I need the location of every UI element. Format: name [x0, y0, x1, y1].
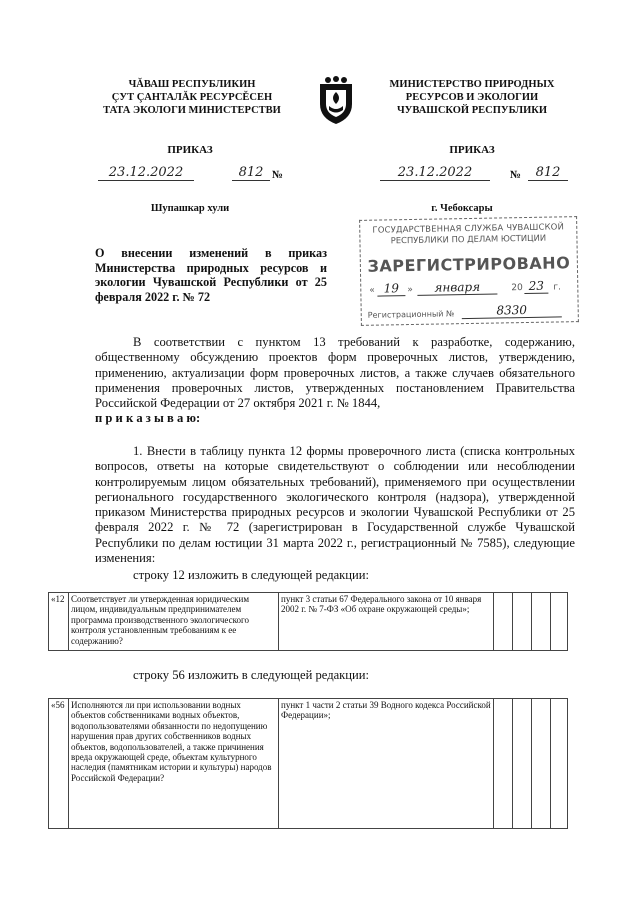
table-row-56: [48, 698, 568, 829]
stamp-year: 23: [524, 279, 548, 294]
order-word-right: ПРИКАЗ: [449, 144, 495, 156]
stamp-date-row: [361, 278, 577, 300]
row56-intro: строку 56 изложить в следующей редакции:: [133, 668, 370, 682]
city-right: г. Чебоксары: [431, 203, 493, 214]
table-row: [49, 593, 568, 651]
stamp-line-2: РЕСПУБЛИКИ ПО ДЕЛАМ ЮСТИЦИИ: [390, 232, 547, 246]
stamp-day: 19: [377, 281, 405, 296]
header-left-line-1: ЧĂВАШ РЕСПУБЛИКИН: [128, 79, 256, 90]
header-right-line-3: ЧУВАШСКОЙ РЕСПУБЛИКИ: [396, 105, 548, 116]
header-left-line-3: ТАТА ЭКОЛОГИ МИНИСТЕРСТВИ: [103, 105, 281, 116]
row12-empty-4: [551, 593, 568, 651]
row12-empty-2: [513, 593, 532, 651]
row56-empty-3: [532, 699, 551, 829]
row56-question: Исполняются ли при использовании водных объектов собственниками водных объектов, водопользователями обязанности по недопущению нарушения прав других собственников водных объектов, водопользователей, а также причинения вреда окружающей среде, объектам культурного наследия (памятникам истории и культуры) народов Российской Федерации?: [69, 699, 279, 829]
row12-empty-1: [494, 593, 513, 651]
table-row: [49, 699, 568, 829]
stamp-month: января: [417, 280, 497, 296]
preamble-text: В соответствии с пунктом 13 требований к разработке, содержанию, общественному обсуждению проектов форм проверочных листов, утверждению, применению, актуализации форм проверочных листов, а также случаев обязательного применения проверочных листов, утвержденных постановлением Правительства Российской Федерации от 27 октября 2021 г. № 1844,: [95, 335, 575, 411]
row12-reference: пункт 3 статьи 67 Федерального закона от 10 января 2002 г. № 7-ФЗ «Об охране окружающей среды»;: [279, 593, 494, 651]
order-word-left: ПРИКАЗ: [167, 144, 213, 156]
row12-intro: строку 12 изложить в следующей редакции:: [133, 568, 370, 582]
stamp-year-suffix: г.: [553, 282, 561, 293]
row12-question: Соответствует ли утвержденная юридическим лицом, индивидуальным предпринимателем программа производственного экологического контроля установленным требованиям к ее содержанию?: [69, 593, 279, 651]
left-number-sign: №: [272, 169, 284, 181]
header-right: [372, 78, 572, 117]
right-date: 23.12.2022: [380, 165, 490, 181]
row56-empty-2: [513, 699, 532, 829]
stamp-reg-row: [362, 302, 578, 324]
preamble: [95, 335, 575, 427]
item-1: 1. Внести в таблицу пункта 12 формы проверочного листа (списка контрольных вопросов, ответы на которые свидетельствуют о соблюдении или несоблюдении контролируемым лицом обязательных требований), применяемого при осуществлении регионального государственного экологического контроля (надзора), утвержденной приказом Министерства природных ресурсов и экологии Чувашской Республики от 25 февраля 2022 г. № 72 (зарегистрирован в Государственной службе Чувашской Республики по делам юстиции 31 марта 2022 г., регистрационный № 7585), следующие изменения:: [95, 444, 575, 566]
stamp-quote-close: »: [407, 284, 413, 296]
row56-empty-1: [494, 699, 513, 829]
stamp-title: ЗАРЕГИСТРИРОВАНО: [367, 253, 571, 276]
left-number: 812: [232, 165, 270, 181]
city-left: Шупашкар хули: [150, 203, 230, 214]
coat-of-arms-emblem: [314, 74, 358, 126]
header-left: [92, 78, 292, 117]
stamp-line-1: ГОСУДАРСТВЕННАЯ СЛУЖБА ЧУВАШСКОЙ: [372, 221, 565, 235]
table-row-12: [48, 592, 568, 651]
right-number: 812: [528, 165, 568, 181]
stamp-reg-number: 8330: [462, 302, 562, 319]
registration-stamp: [359, 216, 579, 326]
header-right-line-1: МИНИСТЕРСТВО ПРИРОДНЫХ: [389, 79, 555, 90]
left-date: 23.12.2022: [98, 165, 194, 181]
row56-reference: пункт 1 части 2 статьи 39 Водного кодекса Российской Федерации»;: [279, 699, 494, 829]
stamp-year-prefix: 20: [511, 283, 523, 294]
stamp-reg-label: Регистрационный №: [367, 309, 455, 320]
row12-num: «12: [49, 593, 69, 651]
row56-num: «56: [49, 699, 69, 829]
order-subject: О внесении изменений в приказ Министерства природных ресурсов и экологии Чувашской Республики от 25 февраля 2022 г. № 72: [95, 246, 327, 304]
stamp-quote-open: «: [369, 285, 375, 296]
header-right-line-2: РЕСУРСОВ И ЭКОЛОГИИ: [405, 92, 539, 103]
header-left-line-2: ÇУТ ÇАНТАЛĂК РЕСУРСĔСЕН: [111, 92, 273, 103]
row56-empty-4: [551, 699, 568, 829]
order-word: п р и к а з ы в а ю:: [95, 411, 201, 426]
row12-empty-3: [532, 593, 551, 651]
right-number-sign: №: [510, 169, 522, 181]
